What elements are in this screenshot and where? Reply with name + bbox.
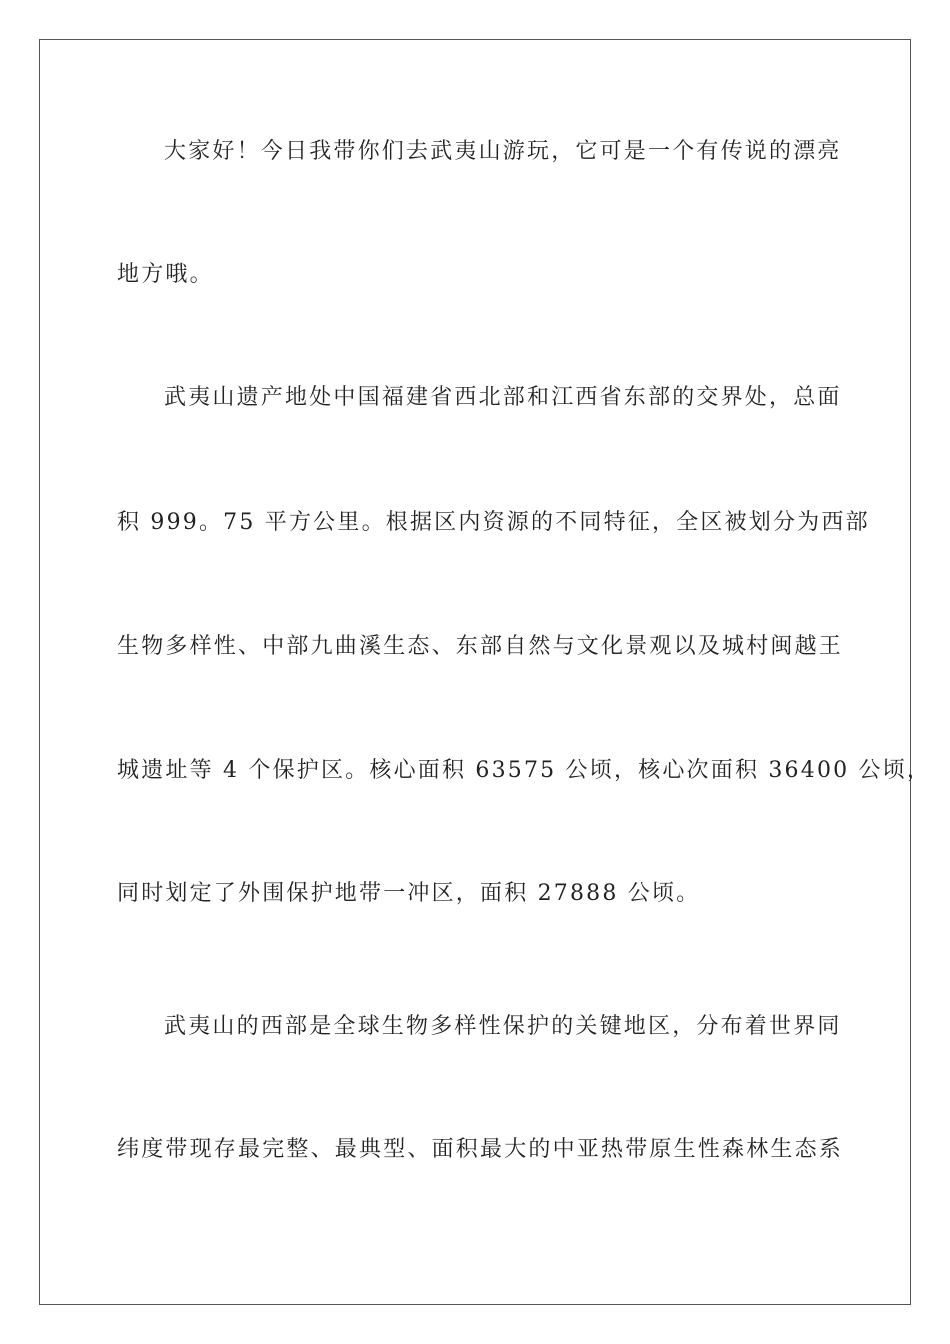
paragraph-2-line-4: 城遗址等 4 个保护区。核心面积 63575 公顷，核心次面积 36400 公顷， bbox=[117, 758, 932, 783]
paragraph-2-line-1: 武夷山遗产地处中国福建省西北部和江西省东部的交界处，总面 bbox=[164, 385, 842, 410]
paragraph-2-line-3: 生物多样性、中部九曲溪生态、东部自然与文化景观以及城村闽越王 bbox=[117, 634, 844, 659]
paragraph-2-line-2: 积 999。75 平方公里。根据区内资源的不同特征，全区被划分为西部 bbox=[117, 510, 870, 535]
page-border bbox=[39, 39, 932, 1305]
paragraph-1-line-1: 大家好！今日我带你们去武夷山游玩，它可是一个有传说的漂亮 bbox=[164, 139, 842, 164]
paragraph-3-line-2: 纬度带现存最完整、最典型、面积最大的中亚热带原生性森林生态系 bbox=[117, 1137, 844, 1162]
paragraph-3-line-1: 武夷山的西部是全球生物多样性保护的关键地区，分布着世界同 bbox=[164, 1014, 842, 1039]
paragraph-1-line-2: 地方哦。 bbox=[117, 262, 214, 287]
paragraph-2-line-5: 同时划定了外围保护地带一冲区，面积 27888 公顷。 bbox=[117, 881, 701, 906]
